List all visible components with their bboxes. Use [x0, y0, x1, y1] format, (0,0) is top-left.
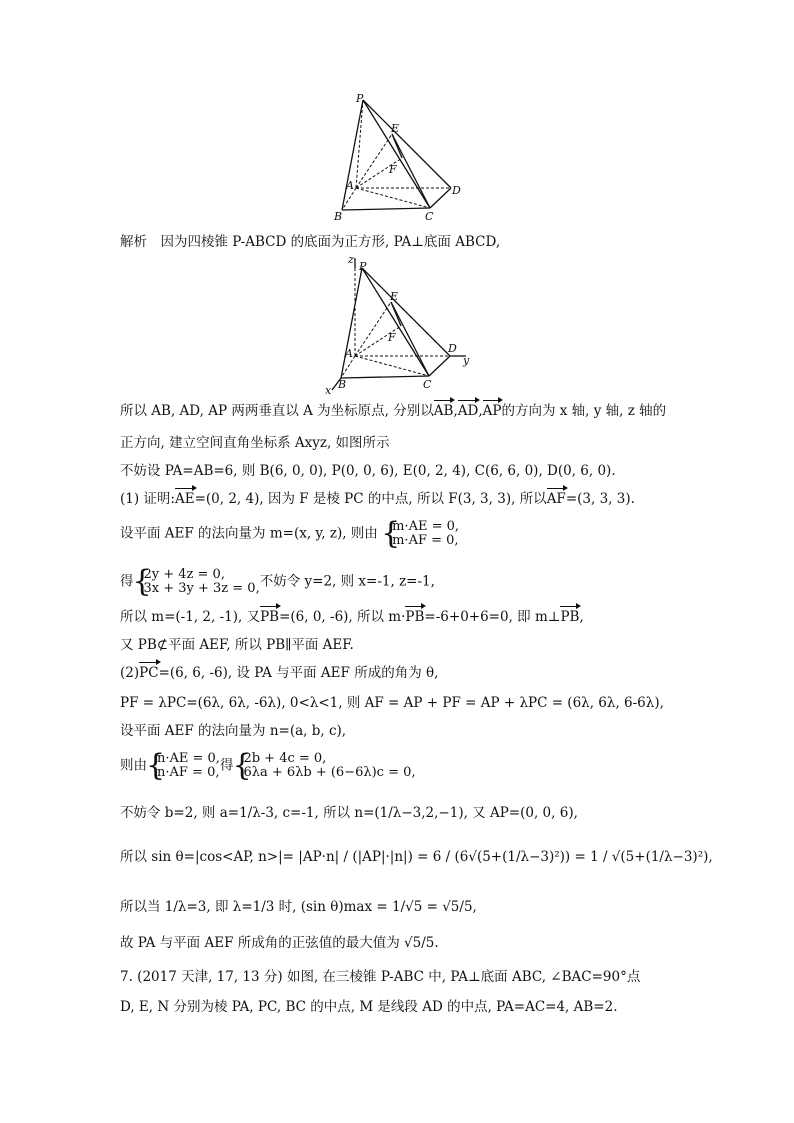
text-line-coordinates: 不妨设 PA=AB=6, 则 B(6, 0, 0), P(0, 0, 6), E(0, 2, 4), C(6, 6, 0), D(0, 6, 0). — [120, 463, 616, 479]
fig2-label-c: C — [423, 378, 432, 391]
text-line-axes: 所以 AB, AD, AP 两两垂直以 A 为坐标原点, 分别以AB,AD,AP的方向为 x 轴, y 轴, z 轴的 — [120, 403, 667, 419]
vector-ap: AP — [482, 403, 502, 419]
fig1-label-d: D — [452, 184, 461, 197]
fig1-label-b: B — [334, 210, 343, 223]
vector-ab: AB — [433, 403, 454, 419]
fig2-label-p: P — [359, 260, 367, 273]
text-line-solve-n: 则由 { n·AE = 0, n·AF = 0, 得 { 2b + 4c = 0, 6λa + 6λb + (6−6λ)c = 0, — [120, 752, 416, 780]
text-line-coord-system: 正方向, 建立空间直角坐标系 Axyz, 如图所示 — [120, 435, 390, 451]
pyramid-figure-2-axes — [318, 254, 478, 396]
text-line-pf-lambda: PF = λPC=(6λ, 6λ, -6λ), 0<λ<1, 则 AF = AP + PF = AP + λPC = (6λ, 6λ, 6-6λ), — [120, 695, 664, 711]
text-line-pb-parallel: 又 PB⊄平面 AEF, 所以 PB∥平面 AEF. — [120, 637, 354, 653]
text-line-solve-m: 得 { 2y + 4z = 0, 3x + 3y + 3z = 0, 不妨令 y=2, 则 x=-1, z=-1, — [120, 568, 435, 596]
text-line-m-perp-pb: 所以 m=(-1, 2, -1), 又PB=(6, 0, -6), 所以 m·PB=-6+0+6=0, 即 m⊥PB, — [120, 609, 584, 625]
vector-pb: PB — [260, 609, 280, 625]
fig2-label-e: E — [390, 290, 399, 303]
fig1-label-c: C — [425, 210, 434, 223]
text-line-n-value: 不妨令 b=2, 则 a=1/λ-3, c=-1, 所以 n=(1/λ−3,2,−1), 又 AP=(0, 0, 6), — [120, 805, 578, 821]
fig2-label-a: A — [345, 347, 353, 360]
text-line-conclusion: 故 PA 与平面 AEF 所成角的正弦值的最大值为 √5/5. — [120, 935, 439, 951]
vector-af: AF — [546, 491, 566, 507]
equation-system-m: { m·AE = 0, m·AF = 0, — [382, 520, 459, 548]
equation-system-abc: { 2b + 4c = 0, 6λa + 6λb + (6−6λ)c = 0, — [233, 752, 415, 780]
vector-pc: PC — [139, 665, 159, 681]
fig2-axis-x: x — [325, 384, 332, 396]
fig1-label-e: E — [391, 122, 400, 135]
text-line-max: 所以当 1/λ=3, 即 λ=1/3 时, (sin θ)max = 1/√5 = √5/5, — [120, 899, 477, 915]
fig2-label-b: B — [338, 378, 347, 391]
solution-intro: 解析 因为四棱锥 P-ABCD 的底面为正方形, PA⊥底面 ABCD, — [120, 234, 501, 250]
fig2-label-f: F — [388, 331, 396, 344]
fig1-label-p: P — [356, 92, 364, 105]
pyramid-figure-1 — [325, 88, 475, 228]
text-line-normal-m: 设平面 AEF 的法向量为 m=(x, y, z), 则由 { m·AE = 0, m·AF = 0, — [120, 520, 459, 548]
equation-system-xyz: { 2y + 4z = 0, 3x + 3y + 3z = 0, — [134, 568, 260, 596]
text-line-part2: (2)PC=(6, 6, -6), 设 PA 与平面 AEF 所成的角为 θ, — [120, 665, 439, 681]
vector-ad: AD — [457, 403, 479, 419]
equation-system-n: { n·AE = 0, n·AF = 0, — [147, 752, 220, 780]
fig1-label-f: F — [389, 163, 397, 176]
text-line-sin-theta: 所以 sin θ=|cos<AP, n>|= |AP·n| / (|AP|·|n|) = 6 / (6√(5+(1/λ−3)²)) = 1 / √(5+(1/λ−3)²), — [120, 849, 713, 865]
vector-ae: AE — [174, 491, 195, 507]
text-line-part1-proof: (1) 证明:AE=(0, 2, 4), 因为 F 是棱 PC 的中点, 所以 F(3, 3, 3), 所以AF=(3, 3, 3). — [120, 491, 635, 507]
problem-7-line-2: D, E, N 分别为棱 PA, PC, BC 的中点, M 是线段 AD 的中点, PA=AC=4, AB=2. — [120, 999, 618, 1015]
fig2-axis-y: y — [463, 354, 470, 367]
fig2-label-d: D — [448, 342, 457, 355]
problem-7-line-1: 7. (2017 天津, 17, 13 分) 如图, 在三棱锥 P-ABC 中, PA⊥底面 ABC, ∠BAC=90°点 — [120, 969, 641, 985]
text-line-normal-n: 设平面 AEF 的法向量为 n=(a, b, c), — [120, 723, 347, 739]
fig2-axis-z: z — [348, 254, 354, 266]
fig1-label-a: A — [346, 179, 354, 192]
